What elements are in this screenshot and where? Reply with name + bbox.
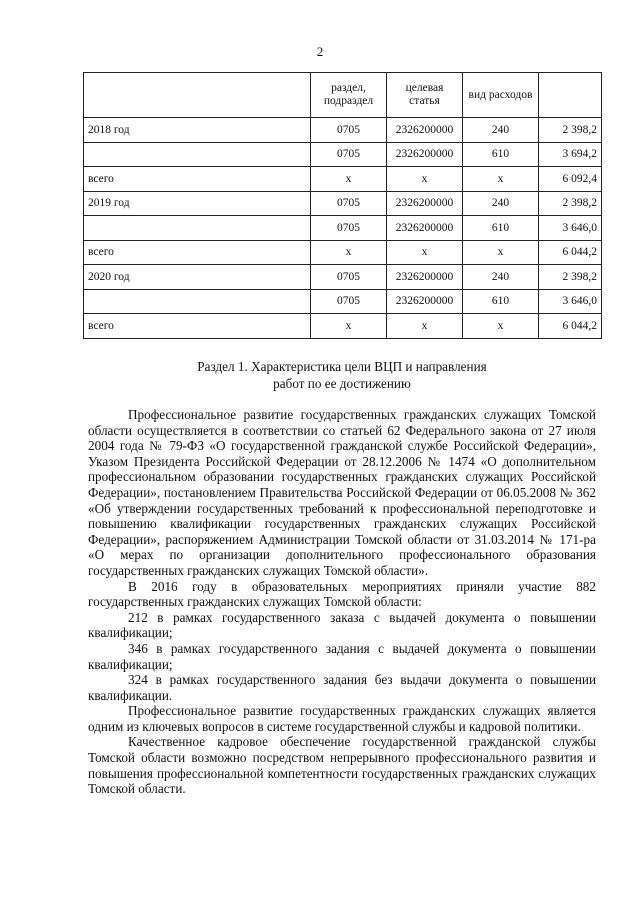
year-cell [84,216,311,241]
year-cell: 2020 год [84,265,311,290]
amount-cell: 3 646,0 [539,216,602,241]
table-row [84,191,602,216]
year-cell: всего [84,167,311,192]
amount-cell: 6 044,2 [539,240,602,265]
expense-type-cell: 240 [463,118,539,143]
year-cell: 2018 год [84,118,311,143]
table-row [84,216,602,241]
page-number: 2 [316,44,324,59]
year-cell [84,289,311,314]
amount-cell: 2 398,2 [539,191,602,216]
header-cell-target-article: целевая статья [387,73,463,118]
expense-type-cell: 610 [463,216,539,241]
amount-cell: 2 398,2 [539,265,602,290]
budget-table [83,72,602,339]
section-code-cell: х [311,240,387,265]
amount-cell: 3 646,0 [539,289,602,314]
section-code-cell: х [311,314,387,339]
amount-cell: 6 044,2 [539,314,602,339]
table-row [84,289,602,314]
table-header-row [84,73,602,118]
section-title [83,358,601,392]
target-article-cell: 2326200000 [387,289,463,314]
expense-type-cell: 240 [463,265,539,290]
expense-type-cell: 240 [463,191,539,216]
paragraph: В 2016 году в образовательных мероприятиях приняли участие 882 государственных гражданских служащих Томской области: [88,578,596,610]
target-article-cell: 2326200000 [387,265,463,290]
section-code-cell: 0705 [311,118,387,143]
paragraph: 212 в рамках государственного заказа с выдачей документа о повышении квалификации; [88,609,596,641]
amount-cell: 6 092,4 [539,167,602,192]
section-code-cell: 0705 [311,265,387,290]
expense-type-cell: х [463,314,539,339]
year-cell: 2019 год [84,191,311,216]
target-article-cell: 2326200000 [387,118,463,143]
amount-cell: 3 694,2 [539,142,602,167]
table-row [84,240,602,265]
section-title-line-2: работ по ее достижению [273,376,411,391]
expense-type-cell: х [463,240,539,265]
expense-type-cell: 610 [463,289,539,314]
target-article-cell: х [387,240,463,265]
table-row [84,118,602,143]
header-cell-blank [84,73,311,118]
section-code-cell: 0705 [311,191,387,216]
paragraph: Качественное кадровое обеспечение государственной гражданской службы Томской области возможно посредством непрерывного профессионального развития и повышения профессиональной компетентности государственных гражданских служащих Томской области. [88,734,596,797]
year-cell: всего [84,240,311,265]
year-cell [84,142,311,167]
table-row [84,167,602,192]
table-row [84,265,602,290]
header-cell-expense-type: вид расходов [463,73,539,118]
section-title-line-1: Раздел 1. Характеристика цели ВЦП и направления [197,359,487,374]
target-article-cell: х [387,314,463,339]
expense-type-cell: 610 [463,142,539,167]
target-article-cell: 2326200000 [387,191,463,216]
paragraph: 324 в рамках государственного задания без выдачи документа о повышении квалификации. [88,672,596,703]
target-article-cell: х [387,167,463,192]
expense-type-cell: х [463,167,539,192]
section-code-cell: 0705 [311,216,387,241]
section-code-cell: х [311,167,387,192]
table-row [84,142,602,167]
header-cell-amount [539,73,602,118]
header-cell-section: раздел, подраздел [311,73,387,118]
year-cell: всего [84,314,311,339]
section-code-cell: 0705 [311,142,387,167]
table-row [84,314,602,339]
amount-cell: 2 398,2 [539,118,602,143]
section-code-cell: 0705 [311,289,387,314]
paragraph: Профессиональное развитие государственных гражданских служащих Томской области осуществляется в соответствии со статьей 62 Федерального закона от 27 июля 2004 года № 79-ФЗ «О государственной гражданской службе Российской Федерации», Указом Президента Российской Федерации от 28.12.2006 № 1474 «О дополнительном профессиональном образовании государственных гражданских служащих Российской Федерации», постановлением Правительства Российской Федерации от 06.05.2008 № 362 «Об утверждении государственных требований к профессиональной переподготовке и повышению квалификации государственных гражданских служащих Российской Федерации», распоряжением Администрации Томской области от 31.03.2014 № 171-ра «О мерах по организации дополнительного профессионального образования государственных гражданских служащих Томской области». [88,407,596,578]
target-article-cell: 2326200000 [387,142,463,167]
target-article-cell: 2326200000 [387,216,463,241]
paragraph: 346 в рамках государственного задания с выдачей документа о повышении квалификации; [88,640,596,672]
paragraph: Профессиональное развитие государственных гражданских служащих является одним из ключевых вопросов в системе государственной службы и кадровой политики. [88,703,596,734]
body-text [88,407,596,797]
